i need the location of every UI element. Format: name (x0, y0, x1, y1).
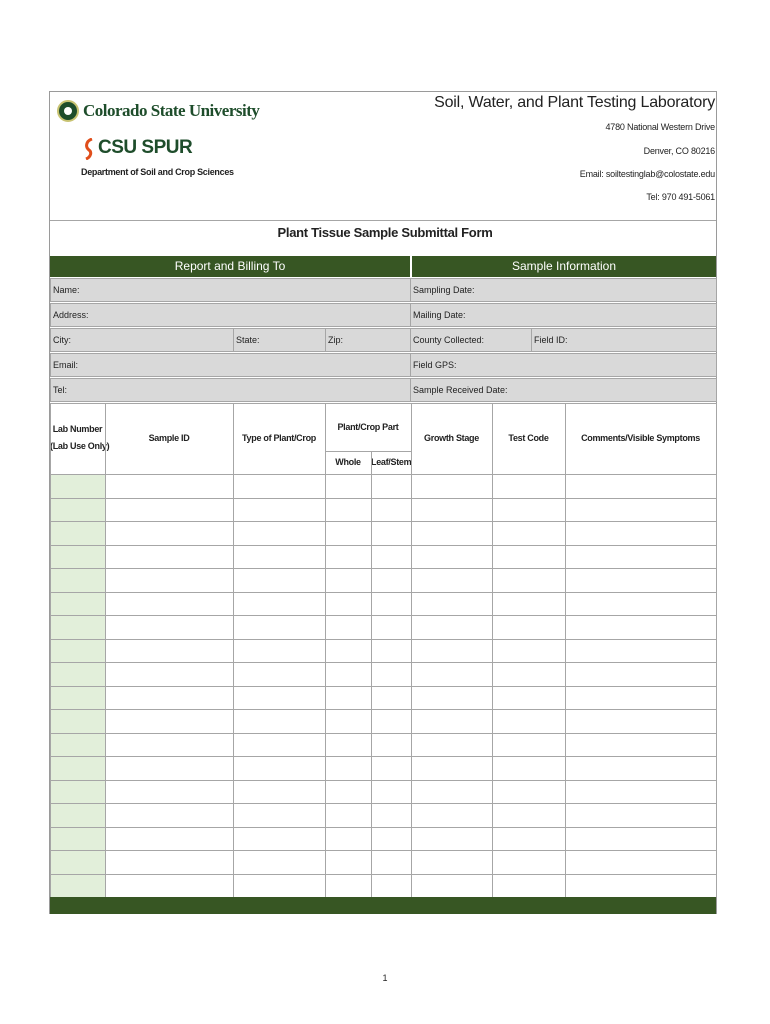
table-row (50, 827, 716, 828)
table-column-divider (325, 403, 326, 897)
lab-number-cell[interactable] (50, 662, 105, 686)
lab-number-cell[interactable] (50, 803, 105, 827)
table-row (50, 568, 716, 569)
lab-phone: Tel: 970 491-5061 (646, 192, 715, 202)
form-title: Plant Tissue Sample Submittal Form (277, 225, 493, 240)
city-field[interactable]: City: (50, 328, 234, 352)
lab-use-only-header: (Lab Use Only) (50, 441, 110, 451)
lab-address-line2: Denver, CO 80216 (643, 146, 715, 156)
comments-header: Comments/Visible Symptoms (581, 433, 700, 443)
lab-number-header: Lab Number (52, 424, 103, 434)
email-field[interactable]: Email: (50, 353, 411, 377)
table-column-divider (371, 451, 372, 897)
table-column-divider (492, 403, 493, 897)
table-row (50, 662, 716, 663)
lab-number-cell[interactable] (50, 874, 105, 898)
whole-header: Whole (335, 457, 361, 467)
growth-stage-header: Growth Stage (424, 433, 479, 443)
lab-number-cell[interactable] (50, 756, 105, 780)
table-column-divider (105, 403, 106, 897)
lab-number-cell[interactable] (50, 615, 105, 639)
field-gps-field[interactable]: Field GPS: (410, 353, 717, 377)
test-code-header: Test Code (508, 433, 549, 443)
lab-number-cell[interactable] (50, 827, 105, 851)
lab-number-cell[interactable] (50, 521, 105, 545)
lab-number-cell[interactable] (50, 498, 105, 522)
lab-title: Soil, Water, and Plant Testing Laboratory (434, 94, 715, 111)
lab-number-cell[interactable] (50, 639, 105, 663)
received-date-field[interactable]: Sample Received Date: (410, 378, 717, 402)
plant-part-header: Plant/Crop Part (337, 422, 399, 432)
table-row (50, 756, 716, 757)
table-right-border (716, 403, 717, 897)
table-row (50, 686, 716, 687)
table-row (50, 639, 716, 640)
table-row (50, 474, 716, 475)
program-name: CSU SPUR (98, 137, 193, 158)
header-divider (50, 220, 716, 221)
table-column-divider (565, 403, 566, 897)
plant-type-header: Type of Plant/Crop (242, 433, 316, 443)
university-name: Colorado State University (83, 101, 260, 120)
zip-field[interactable]: Zip: (325, 328, 411, 352)
address-field[interactable]: Address: (50, 303, 411, 327)
spur-logo-icon (83, 138, 97, 160)
table-row (50, 615, 716, 616)
lab-number-cell[interactable] (50, 545, 105, 569)
table-row (50, 733, 716, 734)
lab-number-cell[interactable] (50, 592, 105, 616)
table-column-divider (233, 403, 234, 897)
table-row (50, 592, 716, 593)
state-field[interactable]: State: (233, 328, 326, 352)
table-row (50, 709, 716, 710)
table-row (50, 803, 716, 804)
billing-section-header: Report and Billing To (50, 256, 410, 277)
table-row (50, 850, 716, 851)
form-frame (49, 91, 717, 914)
plant-part-divider (325, 451, 411, 452)
table-footer-bar (50, 897, 716, 914)
table-left-border (50, 403, 51, 897)
county-field[interactable]: County Collected: (410, 328, 532, 352)
sample-id-header: Sample ID (148, 433, 190, 443)
lab-email: Email: soiltestinglab@colostate.edu (579, 169, 715, 179)
table-top-border (50, 403, 716, 404)
lab-number-cell[interactable] (50, 686, 105, 710)
table-row (50, 780, 716, 781)
table-column-divider (411, 403, 412, 897)
lab-number-cell[interactable] (50, 780, 105, 804)
page-number: 1 (382, 973, 388, 983)
name-field[interactable]: Name: (50, 278, 411, 302)
lab-number-cell[interactable] (50, 733, 105, 757)
table-row (50, 498, 716, 499)
field-id-field[interactable]: Field ID: (531, 328, 717, 352)
lab-number-cell[interactable] (50, 850, 105, 874)
lab-number-cell[interactable] (50, 568, 105, 592)
sampling-date-field[interactable]: Sampling Date: (410, 278, 717, 302)
department-name: Department of Soil and Crop Sciences (81, 167, 234, 177)
csu-seal-logo (57, 100, 79, 122)
table-row (50, 874, 716, 875)
sample-section-header: Sample Information (412, 256, 716, 277)
lab-number-cell[interactable] (50, 474, 105, 498)
leaf-stem-header: Leaf/Stem (371, 457, 412, 467)
lab-number-cell[interactable] (50, 709, 105, 733)
tel-field[interactable]: Tel: (50, 378, 411, 402)
mailing-date-field[interactable]: Mailing Date: (410, 303, 717, 327)
lab-address-line1: 4780 National Western Drive (605, 122, 715, 132)
table-row (50, 545, 716, 546)
table-row (50, 521, 716, 522)
